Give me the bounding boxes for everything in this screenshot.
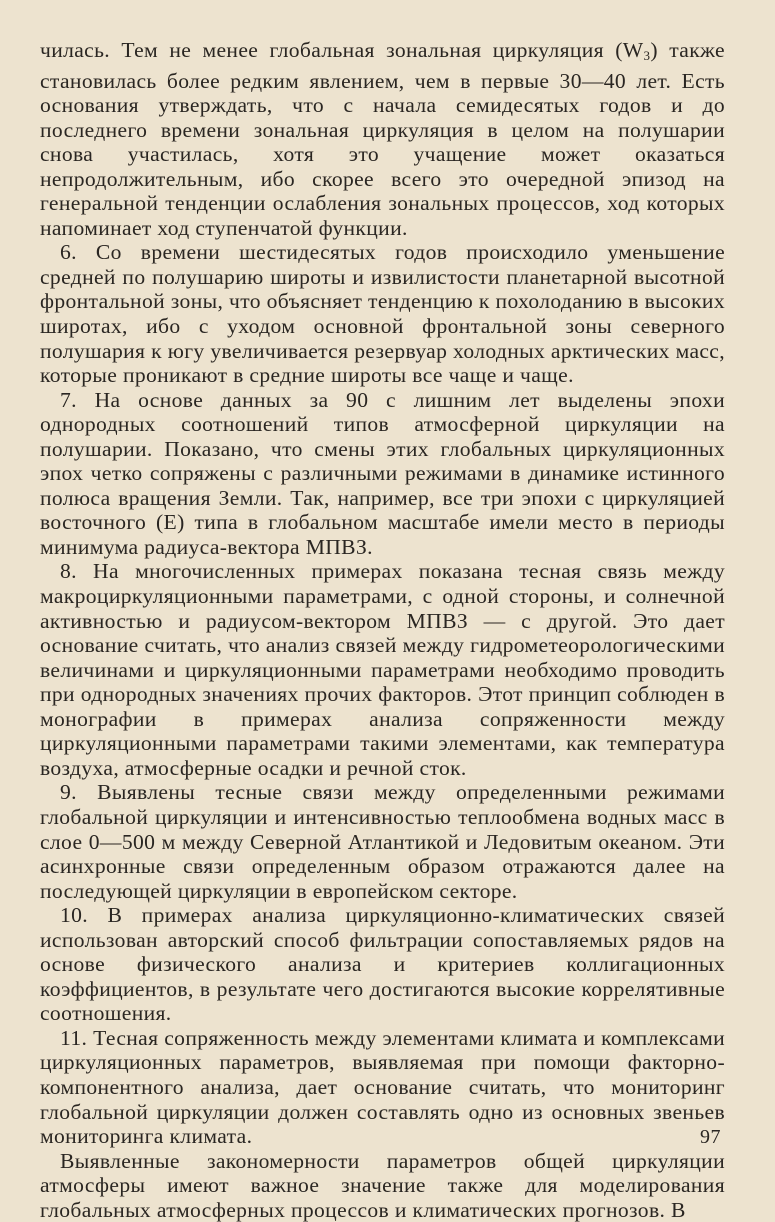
paragraph-conclusion: Выявленные закономерности параметров общей циркуляции атмосферы имеют важное значение также для моделирования глобальных атмосферных процессов и климатических прогнозов. В xyxy=(40,1148,725,1222)
paragraph-text-rest: ) также становилась более редким явлением, чем в первые 30—40 лет. Есть основания утверждать, что с начала семидесятых годов и до последнего времени зональная циркуляция в целом на полушарии снова участилась, хотя это учащение может оказаться непродолжительным, ибо скорее всего это очередной эпизод на генеральной тенденции ослабления зональных процессов, ход которых напоминает ход ступенчатой функции. xyxy=(40,38,725,240)
paragraph-item-7: 7. На основе данных за 90 с лишним лет выделены эпохи однородных соотношений типов атмосферной циркуляции на полушарии. Показано, что смены этих глобальных циркуляционных эпох четко сопряжены с различными режимами в динамике истинного полюса вращения Земли. Так, например, все три эпохи с циркуляцией восточного (Е) типа в глобальном масштабе имели место в периоды минимума радиуса-вектора МПВЗ. xyxy=(40,387,725,559)
paragraph-item-11: 11. Тесная сопряженность между элементами климата и комплексами циркуляционных параметров, выявляемая при помощи факторно-компонентного анализа, дает основание считать, что мониторинг глобальной циркуляции должен составлять одно из основных звеньев мониторинга климата. xyxy=(40,1025,725,1149)
subscript: 3 xyxy=(643,48,651,63)
paragraph-continuation xyxy=(40,38,725,240)
paragraph-item-10: 10. В примерах анализа циркуляционно-климатических связей использован авторский способ фильтрации сопоставляемых рядов на основе физического анализа и критериев коллигационных коэффициентов, в результате чего достигаются высокие коррелятивные соотношения. xyxy=(40,903,725,1026)
paragraph-item-8: 8. На многочисленных примерах показана тесная связь между макроциркуляционными параметрами, с одной стороны, и солнечной активностью и радиусом-вектором МПВЗ — с другой. Это дает основание считать, что анализ связей между гидрометеорологическими величинами и циркуляционными параметрами необходимо проводить при однородных значениях прочих факторов. Этот принцип соблюден в монографии в примерах анализа сопряженности между циркуляционными параметрами такими элементами, как температура воздуха, атмосферные осадки и речной сток. xyxy=(40,559,725,780)
paragraph-text: чилась. Тем не менее глобальная зональная циркуляция (W xyxy=(40,38,644,62)
paragraph-item-6: 6. Со времени шестидесятых годов происходило уменьшение средней по полушарию широты и извилистости планетарной высотной фронтальной зоны, что объясняет тенденцию к похолоданию в высоких широтах, ибо с уходом основной фронтальной зоны северного полушария к югу увеличивается резервуар холодных арктических масс, которые проникают в средние широты все чаще и чаще. xyxy=(40,240,725,388)
page-body xyxy=(40,38,725,1222)
page-number: 97 xyxy=(700,1126,721,1148)
paragraph-item-9: 9. Выявлены тесные связи между определенными режимами глобальной циркуляции и интенсивностью теплообмена водных масс в слое 0—500 м между Северной Атлантикой и Ледовитым океаном. Эти асинхронные связи определенным образом отражаются далее на последующей циркуляции в европейском секторе. xyxy=(40,780,725,903)
